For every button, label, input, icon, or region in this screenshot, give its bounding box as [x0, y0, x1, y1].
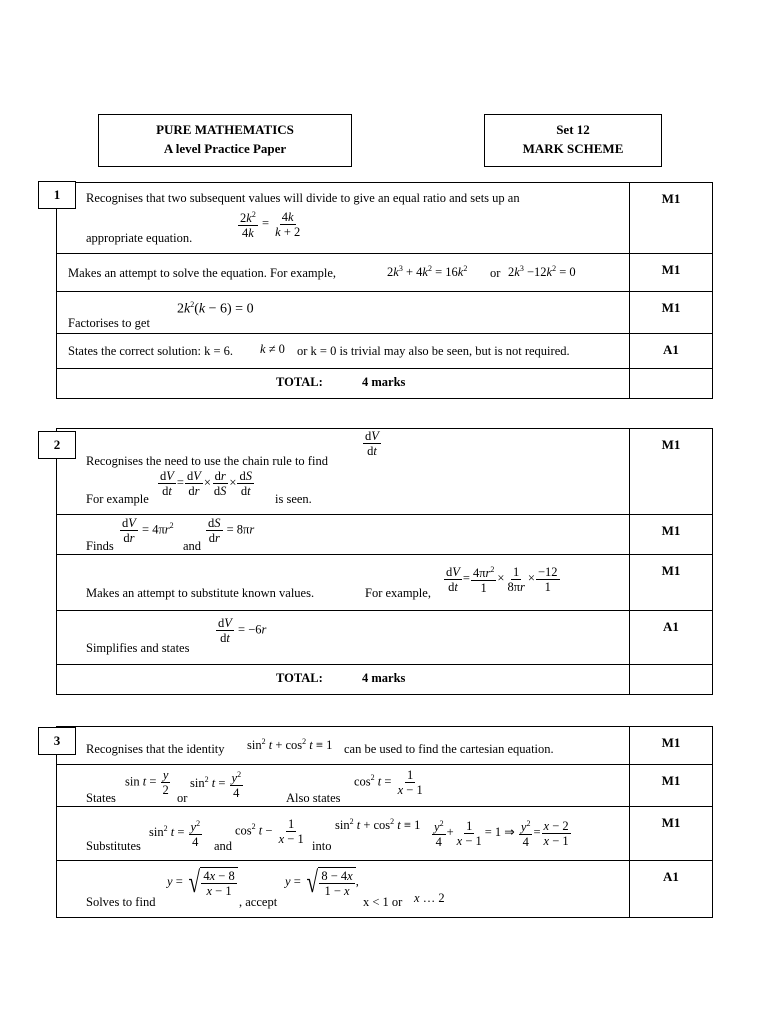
q2-row-3	[57, 555, 712, 611]
q1-r3-mark: M1	[629, 292, 712, 333]
q2-r3-text-a: Makes an attempt to substitute known values.	[86, 586, 315, 600]
q2-r1-text-c: is seen.	[275, 492, 312, 506]
q2-result: $\frac{dV}{dt}$ = −6r	[218, 616, 267, 645]
paper-type: A level Practice Paper	[163, 141, 287, 156]
q3-r3-mark: M1	[629, 807, 712, 860]
q1-r1-text-a: Recognises that two subsequent values will divide to give an equal ratio and sets up an	[86, 191, 520, 205]
set-box	[484, 114, 662, 167]
q1-r3-text: Factorises to get	[68, 316, 150, 330]
q2-row-1	[57, 429, 712, 515]
q2-total-value: 4 marks	[362, 671, 406, 685]
q3-r4-mark: A1	[629, 861, 712, 917]
q2-r1-text-a: Recognises the need to use the chain rule to find	[86, 454, 328, 468]
q3-condition-x: x … 2	[414, 891, 445, 905]
q1-total-label: TOTAL:	[276, 375, 323, 389]
q1-row-3	[57, 292, 712, 334]
q1-r2-mark: M1	[629, 254, 712, 291]
q1-equation-factorised: $2k^2(k - 6) = 0$	[177, 300, 254, 317]
question-2-table	[56, 428, 713, 695]
question-3-table	[56, 726, 713, 918]
q2-chain-rule: $\frac{dV}{dt}$ = $\frac{dV}{dr}$ × $\frac{dr}{dS}$ × $\frac{dS}{dt}$	[160, 469, 252, 498]
q3-cos2-t: $\cos^2 t$ = $\frac{1}{x - 1}$	[354, 768, 423, 797]
q3-r3-text-c: into	[312, 839, 332, 853]
q3-r2-text-b: or	[177, 791, 188, 805]
q3-r4-text-b: , accept	[239, 895, 278, 909]
q3-row-3	[57, 807, 712, 861]
q1-row-4	[57, 334, 712, 369]
q2-dV-dr: $\frac{dV}{dr}$ = $4\pi r^2$	[122, 516, 174, 545]
q2-row-total	[57, 665, 712, 694]
q3-solution-y: y = √ $\frac{4x - 8}{x - 1}$	[167, 867, 238, 898]
q2-total-label: TOTAL:	[276, 671, 323, 685]
q1-equation-expand: $2k^3 + 4k^2 = 16k^2$	[387, 264, 468, 280]
q3-r2-text-a: States	[86, 791, 116, 805]
q1-row-2	[57, 254, 712, 292]
q1-r2-text: Makes an attempt to solve the equation. For example,	[68, 266, 336, 280]
q2-r2-text-a: Finds	[86, 539, 114, 553]
q3-sin-t: sin t = $\frac{y}{2}$	[125, 768, 169, 797]
question-2-number: 2	[38, 431, 76, 459]
q3-r3-text-a: Substitutes	[86, 839, 141, 853]
q3-r2-text-c: Also states	[286, 791, 341, 805]
q3-row-1	[57, 727, 712, 765]
q2-r1-text-b: For example	[86, 492, 149, 506]
q3-sub-identity: $\sin^2 t + \cos^2 t \equiv 1$	[335, 817, 421, 833]
q1-total-mark-cell	[629, 369, 712, 398]
q1-row-total	[57, 369, 712, 398]
q3-r4-text-a: Solves to find	[86, 895, 156, 909]
q2-row-2	[57, 515, 712, 555]
q2-r4-mark: A1	[629, 611, 712, 664]
q2-r4-text: Simplifies and states	[86, 641, 190, 655]
q1-r1-text-b: appropriate equation.	[86, 231, 193, 245]
q3-r1-text-a: Recognises that the identity	[86, 742, 225, 756]
q3-r1-text-b: can be used to find the cartesian equation.	[344, 742, 554, 756]
q3-r2-mark: M1	[629, 765, 712, 806]
q3-sub-cos2: $\cos^2 t$ − $\frac{1}{x - 1}$	[235, 817, 304, 846]
q1-equation-rearranged: $2k^3 -12k^2 = 0$	[508, 264, 576, 280]
question-1-table	[56, 182, 713, 399]
q1-r2-or: or	[490, 266, 501, 280]
q3-sub-sin2: $\sin^2 t$ = $\frac{y^2}{4}$	[149, 819, 201, 850]
q3-r3-text-b: and	[214, 839, 233, 853]
q2-r2-mark: M1	[629, 515, 712, 554]
q2-r3-mark: M1	[629, 555, 712, 610]
q1-r4-mark: A1	[629, 334, 712, 368]
q3-r1-mark: M1	[629, 727, 712, 764]
q1-r1-mark: M1	[629, 183, 712, 253]
paper-subject: PURE MATHEMATICS	[156, 122, 294, 137]
question-3-number: 3	[38, 727, 76, 755]
q2-substitution: $\frac{dV}{dt}$ = $\frac{4\pi r^2}{1}$ × $\frac{1}{8\pi r}$ × $\frac{-12}{1}$	[446, 564, 558, 596]
q1-r4-text-b: or k = 0 is trivial may also be seen, but is not required.	[297, 344, 570, 358]
mark-scheme-label: MARK SCHEME	[522, 141, 624, 156]
q2-total-mark-cell	[629, 665, 712, 694]
q3-r4-text-c: x < 1 or	[363, 895, 403, 909]
q3-sub-result: $\frac{y^2}{4}$ + $\frac{1}{x - 1}$ = 1 ⇒ $\frac{y^2}{4}$ = $\frac{x - 2}{x - 1}$	[434, 818, 569, 850]
q1-row-1	[57, 183, 712, 254]
paper-title-box	[98, 114, 352, 167]
set-number: Set 12	[556, 122, 590, 137]
q2-row-4	[57, 611, 712, 665]
q3-solution-accept: y = √ $\frac{8 - 4x}{1 - x}$ ,	[285, 865, 359, 899]
question-1-number: 1	[38, 181, 76, 209]
q1-total-value: 4 marks	[362, 375, 406, 389]
q1-r4-text-a: States the correct solution: k = 6.	[68, 344, 234, 358]
q1-equation-ratio: $\frac{2k^2}{4k}$ = $\frac{4k}{k + 2}$	[240, 209, 301, 241]
q2-r2-text-b: and	[183, 539, 202, 553]
q3-row-4	[57, 861, 712, 917]
q2-dV-dt: $\frac{dV}{dt}$	[365, 429, 379, 458]
q2-r3-text-b: For example,	[365, 586, 431, 600]
q1-condition-k-nonzero: k ≠ 0	[260, 342, 285, 356]
q3-identity: $\sin^2 t + \cos^2 t \equiv 1$	[247, 737, 333, 753]
q3-row-2	[57, 765, 712, 807]
q2-r1-mark: M1	[629, 429, 712, 514]
q3-sin2-t: $\sin^2 t$ = $\frac{y^2}{4}$	[190, 770, 242, 801]
q2-dS-dr: $\frac{dS}{dr}$ = 8πr	[208, 516, 255, 545]
